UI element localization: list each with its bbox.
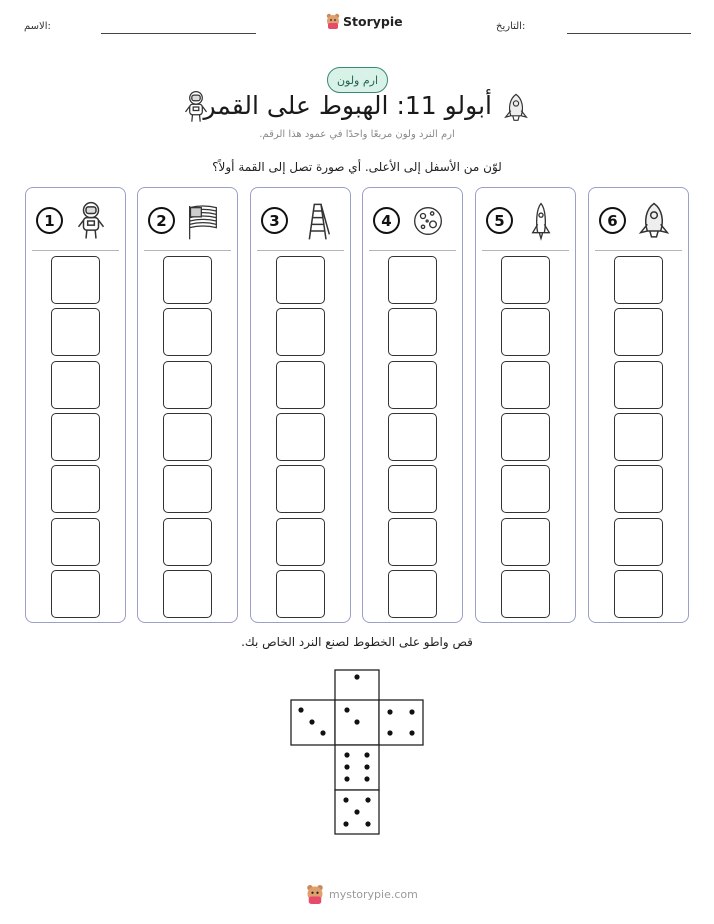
spaceship-icon bbox=[634, 201, 674, 241]
brand-logo bbox=[326, 13, 403, 29]
footer bbox=[305, 884, 418, 904]
column-divider bbox=[369, 250, 456, 251]
die-net bbox=[290, 669, 425, 835]
date-line[interactable] bbox=[567, 33, 691, 34]
column-number: 6 bbox=[599, 207, 626, 234]
color-cell[interactable] bbox=[51, 518, 100, 566]
color-cell[interactable] bbox=[388, 361, 437, 409]
column-6 bbox=[588, 187, 689, 623]
color-cell[interactable] bbox=[614, 570, 663, 618]
bear-icon bbox=[326, 13, 340, 29]
ladder-icon bbox=[296, 201, 336, 241]
color-cell[interactable] bbox=[614, 256, 663, 304]
column-2 bbox=[137, 187, 238, 623]
color-cell[interactable] bbox=[614, 465, 663, 513]
die-face-6 bbox=[335, 745, 379, 790]
color-cell[interactable] bbox=[614, 361, 663, 409]
color-cell[interactable] bbox=[614, 308, 663, 356]
color-cell[interactable] bbox=[388, 465, 437, 513]
column-number: 1 bbox=[36, 207, 63, 234]
name-line[interactable] bbox=[101, 33, 256, 34]
column-divider bbox=[144, 250, 231, 251]
color-cell[interactable] bbox=[388, 570, 437, 618]
color-cell[interactable] bbox=[501, 518, 550, 566]
name-label: الاسم: bbox=[24, 21, 51, 32]
color-cell[interactable] bbox=[276, 570, 325, 618]
color-cell[interactable] bbox=[501, 465, 550, 513]
color-cell[interactable] bbox=[51, 413, 100, 461]
color-cell[interactable] bbox=[276, 518, 325, 566]
color-cell[interactable] bbox=[163, 570, 212, 618]
activity-badge: ارم ولون bbox=[327, 67, 388, 93]
color-cell[interactable] bbox=[163, 308, 212, 356]
column-3 bbox=[250, 187, 351, 623]
color-cell[interactable] bbox=[163, 361, 212, 409]
color-cell[interactable] bbox=[501, 413, 550, 461]
color-cell[interactable] bbox=[163, 465, 212, 513]
color-cell[interactable] bbox=[501, 361, 550, 409]
instruction-text: لوّن من الأسفل إلى الأعلى. أي صورة تصل إلى القمة أولاً؟ bbox=[212, 160, 502, 174]
column-number: 2 bbox=[148, 207, 175, 234]
color-cell[interactable] bbox=[388, 256, 437, 304]
color-cell[interactable] bbox=[276, 413, 325, 461]
color-cell[interactable] bbox=[501, 308, 550, 356]
column-number: 4 bbox=[373, 207, 400, 234]
column-5 bbox=[475, 187, 576, 623]
color-cell[interactable] bbox=[51, 308, 100, 356]
color-cell[interactable] bbox=[163, 518, 212, 566]
color-cell[interactable] bbox=[163, 256, 212, 304]
cut-instruction: قص واطو على الخطوط لصنع النرد الخاص بك. bbox=[241, 635, 473, 649]
spaceship-icon bbox=[503, 92, 529, 124]
footer-url[interactable]: mystorypie.com bbox=[329, 887, 418, 901]
column-divider bbox=[482, 250, 569, 251]
moon-icon bbox=[408, 201, 448, 241]
rocket-icon bbox=[521, 201, 561, 241]
color-cell[interactable] bbox=[614, 518, 663, 566]
color-cell[interactable] bbox=[51, 465, 100, 513]
color-cell[interactable] bbox=[51, 361, 100, 409]
column-number: 5 bbox=[486, 207, 513, 234]
die-face-4 bbox=[379, 700, 423, 745]
color-cell[interactable] bbox=[388, 518, 437, 566]
color-cell[interactable] bbox=[388, 413, 437, 461]
column-number: 3 bbox=[261, 207, 288, 234]
column-1 bbox=[25, 187, 126, 623]
flag-icon bbox=[183, 201, 223, 241]
subtitle: ارم النرد ولون مربعًا واحدًا في عمود هذا الرقم. bbox=[259, 129, 455, 140]
date-label: التاريخ: bbox=[496, 21, 526, 32]
color-cell[interactable] bbox=[501, 570, 550, 618]
color-cell[interactable] bbox=[276, 465, 325, 513]
color-cell[interactable] bbox=[276, 256, 325, 304]
color-cell[interactable] bbox=[276, 308, 325, 356]
column-divider bbox=[32, 250, 119, 251]
color-cell[interactable] bbox=[501, 256, 550, 304]
color-cell[interactable] bbox=[276, 361, 325, 409]
brand-name: Storypie bbox=[343, 13, 403, 29]
color-cell[interactable] bbox=[163, 413, 212, 461]
color-cell[interactable] bbox=[388, 308, 437, 356]
color-cell[interactable] bbox=[51, 570, 100, 618]
color-cell[interactable] bbox=[51, 256, 100, 304]
page-title: أبولو 11: الهبوط على القمر bbox=[203, 91, 492, 120]
astronaut-icon bbox=[71, 201, 111, 241]
color-cell[interactable] bbox=[614, 413, 663, 461]
column-4 bbox=[362, 187, 463, 623]
column-divider bbox=[595, 250, 682, 251]
column-divider bbox=[257, 250, 344, 251]
bear-icon bbox=[305, 884, 325, 904]
